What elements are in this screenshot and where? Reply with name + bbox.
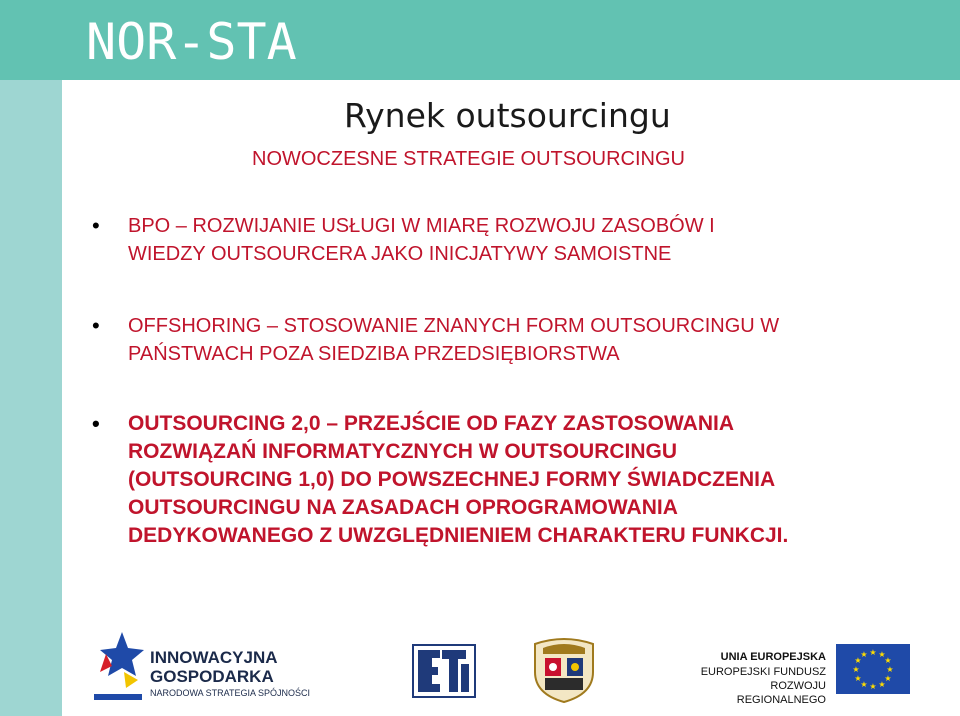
bullet-line: DEDYKOWANEGO Z UWZGLĘDNIENIEM CHARAKTERU FUNKCJI. [128,524,789,547]
svg-text:★: ★ [878,650,886,659]
ig-logo-line2: GOSPODARKA [150,667,274,686]
eu-text-block [700,650,826,707]
bullet-line: OUTSOURCINGU NA ZASADACH OPROGRAMOWANIA [128,496,678,519]
slide-subtitle: NOWOCZESNE STRATEGIE OUTSOURCINGU [252,148,685,170]
bullet-line: ROZWIĄZAŃ INFORMATYCZNYCH W OUTSOURCINGU [128,440,678,463]
university-crest-icon [527,634,601,704]
ig-logo-line1: INNOWACYJNA [150,648,278,667]
svg-text:★: ★ [852,665,860,674]
svg-text:★: ★ [860,680,868,689]
eu-erdf-logo [700,644,912,706]
eu-logo-line1: UNIA EUROPEJSKA [720,651,826,663]
eu-logo-line2: EUROPEJSKI FUNDUSZ [700,666,826,678]
bullet-line: • OFFSHORING – STOSOWANIE ZNANYCH FORM OUTSOURCINGU W [128,315,780,337]
bullet-line: WIEDZY OUTSOURCERA JAKO INICJATYWY SAMOISTNE [128,243,672,265]
svg-text:★: ★ [860,650,868,659]
svg-text:★: ★ [854,656,862,665]
svg-text:★: ★ [854,674,862,683]
bullet-item-bpo [128,212,918,268]
svg-text:★: ★ [884,656,892,665]
ig-star-icon [92,628,146,704]
innowacyjna-gospodarka-logo [92,628,311,704]
bullet-line: • OUTSOURCING 2,0 – PRZEJŚCIE OD FAZY ZASTOSOWANIA [128,412,734,435]
svg-text:★: ★ [884,674,892,683]
eu-flag-icon [836,644,910,694]
ig-logo-line3: NARODOWA STRATEGIA SPÓJNOŚCI [150,688,311,698]
footer-logos [0,620,960,716]
svg-text:★: ★ [878,680,886,689]
bullet-line: PAŃSTWACH POZA SIEDZIBA PRZEDSIĘBIORSTWA [128,343,620,365]
svg-text:★: ★ [869,682,877,691]
svg-text:★: ★ [886,665,894,674]
header-bar [0,0,960,80]
slide-title: Rynek outsourcingu [344,96,671,135]
bullet-line: • BPO – ROZWIJANIE USŁUGI W MIARĘ ROZWOJU ZASOBÓW I [128,215,715,237]
header-title: NOR-STA [86,13,297,71]
svg-text:★: ★ [869,648,877,657]
bullet-item-outsourcing-2 [128,410,918,550]
bullet-line: (OUTSOURCING 1,0) DO POWSZECHNEJ FORMY ŚWIADCZENIA [128,468,776,491]
eti-logo-icon [412,644,476,698]
bullet-item-offshoring [128,312,918,368]
eu-logo-line3: ROZWOJU REGIONALNEGO [736,680,826,706]
